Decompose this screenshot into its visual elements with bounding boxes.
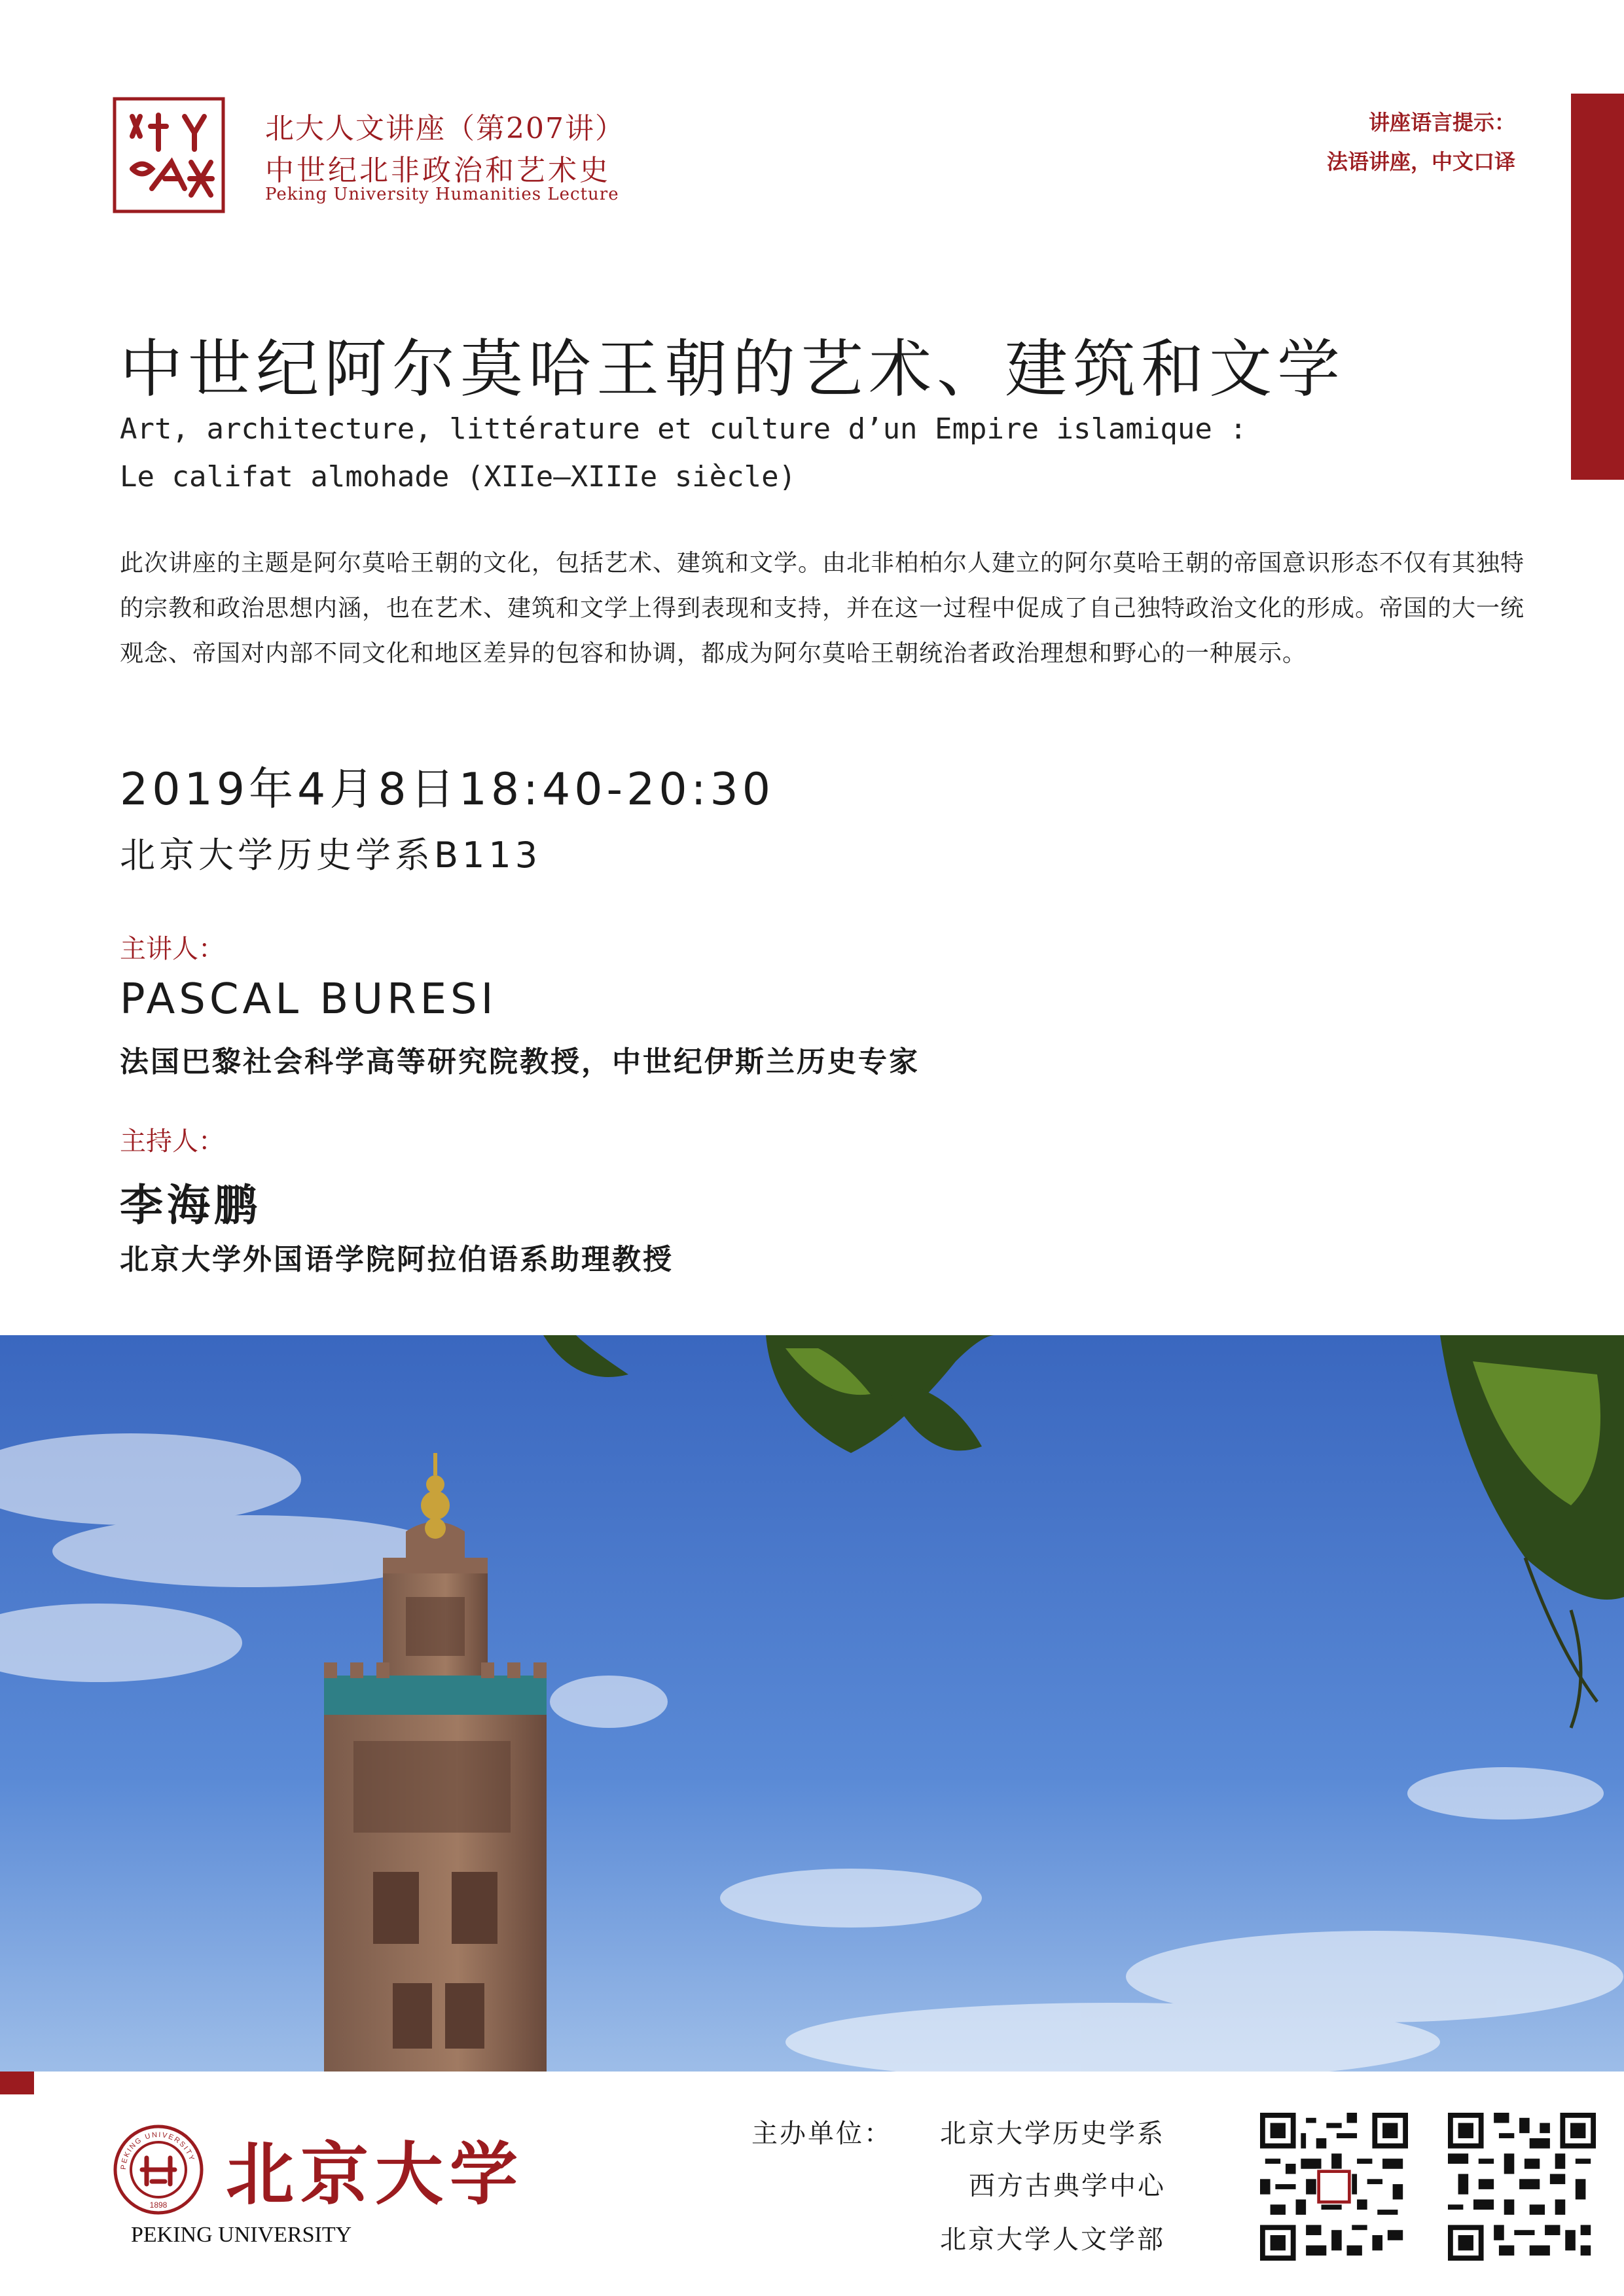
host-affiliation: 北京大学外国语学院阿拉伯语系助理教授 [120, 1243, 674, 1276]
lecture-abstract: 此次讲座的主题是阿尔莫哈王朝的文化，包括艺术、建筑和文学。由北非柏柏尔人建立的阿尔莫哈王朝的帝国意识形态不仅有其独特的宗教和政治思想内涵，也在艺术、建筑和文学上得到表现和支持，并在这一过程中促成了自己独特政治文化的形成。帝国的大一统观念、帝国对内部不同文化和地区差异的包容和协调，都成为阿尔莫哈王朝统治者政治理想和野心的一种展示。 [120, 550, 1525, 667]
peking-university-seal [113, 2124, 204, 2215]
lecture-title-french-line1: Art, architecture, littérature et culture d’un Empire islamique : [120, 412, 1247, 446]
organizer-item: 北京大学人文学部 [940, 2225, 1165, 2255]
speaker-name: PASCAL BURESI [120, 975, 497, 1024]
qr-code-right[interactable] [1448, 2113, 1596, 2261]
speaker-label: 主讲人： [120, 934, 225, 964]
lecture-title-french-line2: Le califat almohade (XIIe–XIIIe siècle) [120, 460, 797, 493]
lecture-series-title: 北大人文讲座（第207讲） [265, 112, 625, 145]
language-notice-value: 法语讲座，中文口译 [1326, 149, 1515, 174]
organizer-item: 西方古典学中心 [969, 2171, 1166, 2201]
language-notice-label: 讲座语言提示： [1368, 110, 1515, 135]
qr-code-left[interactable] [1260, 2113, 1408, 2261]
university-name-chinese: 北京大学 [226, 2134, 525, 2214]
lecture-series-english: Peking University Humanities Lecture [265, 185, 619, 204]
svg-text:PEKING UNIVERSITY: PEKING UNIVERSITY [119, 2130, 196, 2170]
minaret-photo [0, 1335, 1624, 2072]
university-name-english: PEKING UNIVERSITY [131, 2223, 352, 2247]
right-accent-bar [1571, 94, 1624, 480]
organizer-item: 北京大学历史学系 [940, 2119, 1165, 2149]
organizers-label: 主办单位： [751, 2119, 892, 2149]
event-venue: 北京大学历史学系B113 [120, 834, 542, 876]
svg-text:1898: 1898 [149, 2200, 168, 2210]
lecture-series-subtitle: 中世纪北非政治和艺术史 [265, 154, 611, 187]
lecture-title-chinese: 中世纪阿尔莫哈王朝的艺术、建筑和文学 [120, 332, 1345, 406]
lecture-seal-logo [113, 97, 225, 213]
speaker-affiliation: 法国巴黎社会科学高等研究院教授，中世纪伊斯兰历史专家 [120, 1045, 920, 1079]
host-label: 主持人： [120, 1126, 225, 1157]
event-datetime: 2019年4月8日18:40-20:30 [120, 764, 775, 816]
host-name: 李海鹏 [120, 1179, 261, 1230]
